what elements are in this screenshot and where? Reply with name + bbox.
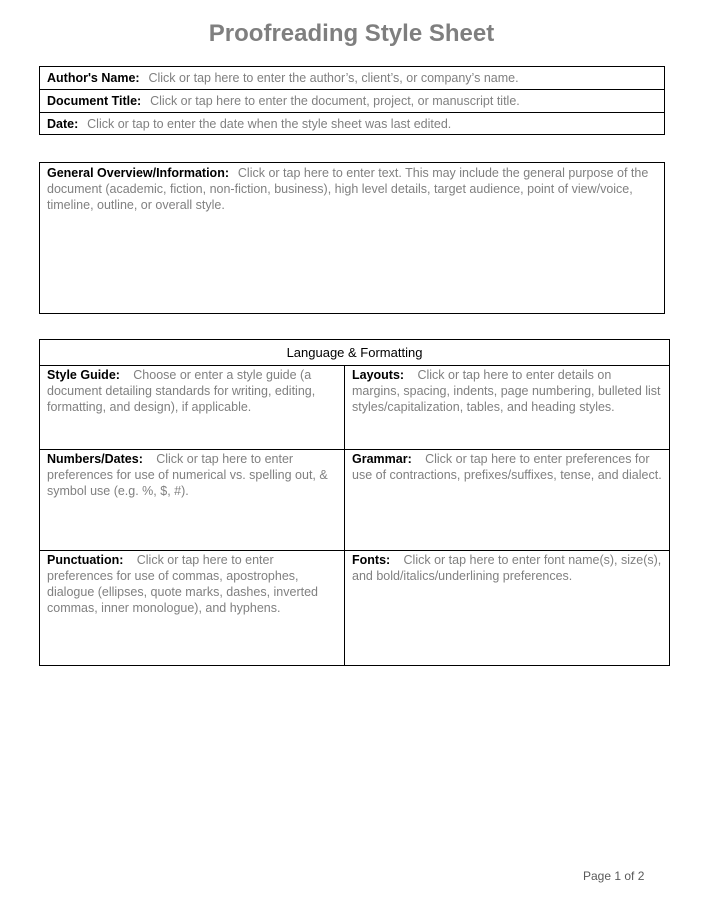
author-name-label: Author's Name: (47, 71, 140, 85)
fonts-field[interactable]: Click or tap here to enter font name(s), size(s), and bold/italics/underlining preferences. (352, 553, 662, 583)
style-guide-label: Style Guide: (47, 368, 120, 382)
grammar-label: Grammar: (352, 452, 412, 466)
general-overview-box (39, 162, 665, 314)
date-label: Date: (47, 117, 79, 131)
numbers-dates-cell (40, 450, 345, 550)
grammar-field[interactable]: Click or tap here to enter preferences for use of contractions, prefixes/suffixes, tense, and dialect. (352, 452, 662, 482)
page-title: Proofreading Style Sheet (208, 20, 495, 47)
overview-field[interactable]: Click or tap here to enter text. This may include the general purpose of the document (academic, fiction, non-fiction, business), high level details, target audience, point of view/voice, timeline, outline, or overall style. (47, 166, 649, 212)
punctuation-label: Punctuation: (47, 553, 124, 567)
language-formatting-heading: Language & Formatting (40, 340, 669, 366)
page-number: Page 1 of 2 (583, 869, 645, 883)
table-row (40, 450, 669, 551)
document-title-field[interactable]: Click or tap here to enter the document, project, or manuscript title. (150, 94, 520, 108)
table-row (40, 551, 669, 665)
author-name-row (40, 67, 664, 90)
fonts-cell (345, 551, 669, 665)
document-title-label: Document Title: (47, 94, 142, 108)
fonts-label: Fonts: (352, 553, 391, 567)
table-row (40, 366, 669, 450)
style-guide-field[interactable]: Choose or enter a style guide (a document detailing standards for writing, editing, formatting, and design), if applicable. (47, 368, 316, 414)
numbers-dates-field[interactable]: Click or tap here to enter preferences for use of numerical vs. spelling out, & symbol use (e.g. %, $, #). (47, 452, 328, 498)
date-row (40, 113, 664, 136)
overview-label: General Overview/Information: (47, 166, 229, 180)
numbers-dates-label: Numbers/Dates: (47, 452, 143, 466)
punctuation-field[interactable]: Click or tap here to enter preferences for use of commas, apostrophes, dialogue (ellipses, quote marks, dashes, inverted commas, inner monologue), and hyphens. (47, 553, 318, 615)
document-info-table (39, 66, 665, 135)
date-field[interactable]: Click or tap to enter the date when the style sheet was last edited. (87, 117, 452, 131)
language-formatting-table (39, 339, 670, 666)
document-title-row (40, 90, 664, 113)
grammar-cell (345, 450, 669, 550)
author-name-field[interactable]: Click or tap here to enter the author’s, client’s, or company’s name. (148, 71, 519, 85)
layouts-field[interactable]: Click or tap here to enter details on margins, spacing, indents, page numbering, bulleted list styles/capitalization, tables, and heading styles. (352, 368, 661, 414)
layouts-label: Layouts: (352, 368, 405, 382)
layouts-cell (345, 366, 669, 449)
punctuation-cell (40, 551, 345, 665)
style-guide-cell (40, 366, 345, 449)
